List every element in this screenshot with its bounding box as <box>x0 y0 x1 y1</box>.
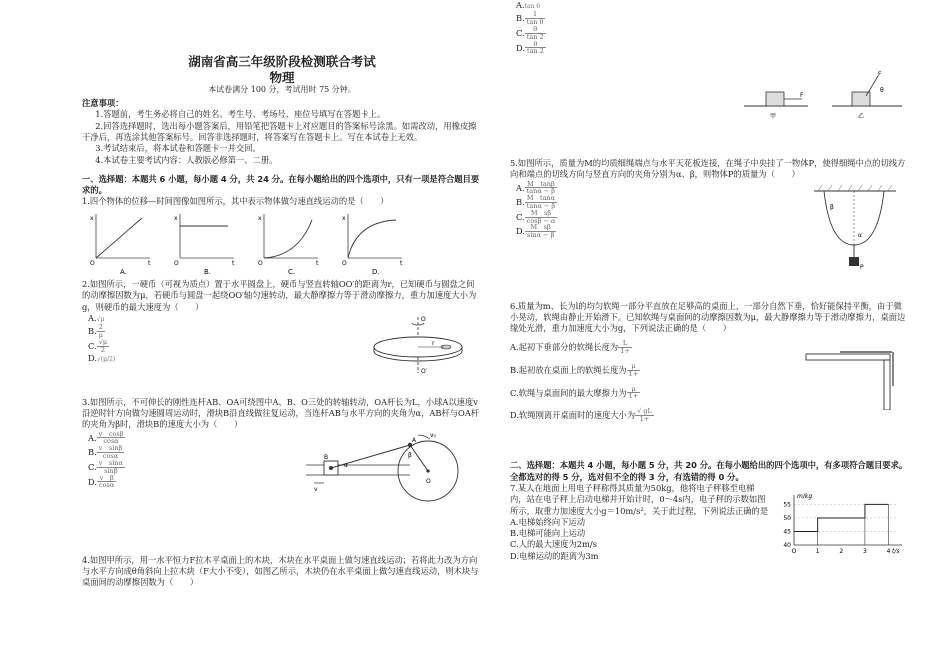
q2-figure <box>372 315 472 375</box>
q3-stem: 3.如图所示，不可伸长的刚性连杆AB、OA可绕图中A、B、O三处的转轴转动，OA杆长为L，小球A以速度v沿逆时针方向做匀速圆周运动时，滑块B沿直线做往复运动，当连杆AB与水平方向的夹角为α，AB杆与OA杆的夹角为β时，滑块B的速度大小为（ ） <box>82 396 480 430</box>
svg-text:r: r <box>432 339 435 347</box>
q7-chart <box>772 491 908 557</box>
graph-a-label: A. <box>120 267 127 276</box>
q7-block <box>510 483 910 562</box>
svg-text:O: O <box>90 259 95 267</box>
q6-opt-d: D.软绳刚离开桌面时的速度大小为 $\frac{√ gL}{1+}$ <box>510 407 652 424</box>
q4-opt-d: D. $\frac{\theta}{\tan 2}$ <box>516 39 544 56</box>
svg-text:x: x <box>342 214 346 222</box>
q4-figure <box>738 66 908 122</box>
q2-stem: 2.如图所示，一硬币（可视为质点）置于水平圆盘上，硬币与竖直转轴OO′的距离为r，已知硬币与圆盘之间的动摩擦因数为μ，若硬币与圆盘一起绕OO′轴匀速转动，最大静摩擦力等于滑动摩擦力，重力加速度大小为g，则硬币的最大速度为（ ） <box>82 278 477 312</box>
q4-opt-b: B. $\frac{1}{\text{tan θ}}$ <box>516 10 544 27</box>
q1-graphs <box>82 208 482 276</box>
q2-opt-b: B. $\frac{2}{\mu}$ <box>88 323 103 339</box>
q3-figure <box>300 431 478 505</box>
svg-text:O′: O′ <box>421 367 428 375</box>
graph-a-line <box>96 218 142 258</box>
y-tick-label: 55 <box>783 501 791 509</box>
notes-heading: 注意事项： <box>82 98 124 109</box>
svg-text:v₀: v₀ <box>430 431 436 439</box>
svg-text:β: β <box>408 451 412 459</box>
q5-block <box>510 181 910 301</box>
y-tick-label: 50 <box>783 514 791 522</box>
q6-stem: 6.质量为m、长为l的均匀软绳一部分平直放在足够高的桌面上，一部分自然下垂，恰好能保持平衡，由于微小晃动，软绳由静止开始滑下。已知软绳与桌面间的动摩擦因数为μ，最大静摩擦力等于滑动摩擦力，桌面边缘处光滑，重力加速度大小为g，下列说法正确的是（ ） <box>510 300 906 334</box>
note-2: 2.回答选择题时，选出每小题答案后，用铅笔把答题卡上对应题目的答案标号涂黑。如需改动，用橡皮擦干净后，再选涂其他答案标号。回答非选择题时，将答案写在答题卡上。写在本试卷上无效。 <box>82 120 477 142</box>
q2-opt-d: D.√(μ/2) <box>88 353 116 364</box>
q5-opt-a: A. $\frac{\text{M tanβ}}{\tan\alpha - \beta}$ <box>516 179 556 196</box>
graph-a <box>90 214 151 276</box>
svg-text:乙: 乙 <box>858 113 865 120</box>
x-tick-label: 2 <box>839 547 844 555</box>
table-top <box>806 354 890 360</box>
q6-opt-b: B.起初放在桌面上的软绳长度为 $\frac{\mu}{1+}$ <box>510 362 639 378</box>
q5-opt-d: D. $\frac{\text{M sβ}}{\sin\alpha - \beta}$ <box>516 223 555 240</box>
svg-text:F: F <box>800 92 804 99</box>
graph-d-curve <box>348 220 396 258</box>
exam-title: 湖南省高三年级阶段检测联合考试 <box>188 54 376 69</box>
svg-text:t: t <box>148 259 151 267</box>
y-tick-label: 40 <box>783 541 791 549</box>
note-4: 4.本试卷主要考试内容：人教版必修第一、二册。 <box>95 154 278 165</box>
svg-text:O: O <box>258 259 263 267</box>
q7-opt-a: A.电梯始终向下运动 <box>510 516 586 527</box>
svg-text:甲: 甲 <box>770 113 777 120</box>
q2-opt-c: C. $\frac{√\mu}{2}$ <box>88 337 108 354</box>
q5-stem: 5.如图所示，质量为M的均质细绳端点与水平天花板连接，在绳子中央挂了一物体P，使得细绳中点的切线方向和端点的切线方向与竖直方向的夹角分别为α、β，则物体P的质量为（ ） <box>510 158 906 180</box>
q4-opt-c: C. $\frac{\theta}{\tan 2}$ <box>516 24 544 41</box>
block-jia <box>766 92 784 106</box>
svg-text:O: O <box>426 477 431 485</box>
svg-text:β: β <box>830 203 834 211</box>
right-column <box>510 0 910 562</box>
q1-stem: 1.四个物体的位移—时间图像如图所示，其中表示物体做匀速直线运动的是（ ） <box>82 196 389 207</box>
note-3: 3.考试结束后，将本试卷和答题卡一并交回。 <box>95 143 261 154</box>
left-column <box>82 0 482 588</box>
object-p <box>849 257 859 266</box>
svg-text:P: P <box>860 263 864 271</box>
x-tick-label: 4 <box>886 547 891 555</box>
y-axis-label: m/kg <box>797 492 813 500</box>
svg-text:x: x <box>258 214 262 222</box>
svg-text:x: x <box>90 214 94 222</box>
x-tick-label: 1 <box>815 547 820 555</box>
svg-text:t: t <box>316 259 319 267</box>
svg-text:B: B <box>324 453 329 461</box>
graph-d <box>342 214 403 276</box>
q2-block <box>82 313 482 397</box>
q5-figure <box>810 181 900 277</box>
svg-text:t: t <box>400 259 403 267</box>
graph-d-label: D. <box>372 267 380 276</box>
svg-text:A: A <box>412 436 417 444</box>
x-axis-label: t/s <box>892 547 900 555</box>
graph-c <box>258 214 319 276</box>
q3-opt-c: C. $\frac{\text{v sinα}}{\sin\beta}$ <box>88 458 123 475</box>
svg-text:x: x <box>174 214 178 222</box>
graph-c-label: C. <box>288 267 296 276</box>
q7-opt-c: C.人的最大速度为2m/s <box>510 539 597 550</box>
svg-text:θ: θ <box>880 87 884 94</box>
svg-text:α: α <box>858 231 862 239</box>
q5-opt-b: B. $\frac{\text{M tanα}}{\tan\alpha - \beta}$ <box>516 194 556 210</box>
svg-text:O: O <box>174 259 179 267</box>
q6-opt-a: A.起初下垂部分的软绳长度为 $\frac{L}{1+}$ <box>510 339 630 356</box>
svg-text:O: O <box>421 315 426 323</box>
q4-opt-a: A.tan θ <box>516 0 541 10</box>
q5-opt-c: C. $\frac{\text{M sβ}}{\cos\beta - \alpha}$ <box>516 208 556 225</box>
svg-text:v: v <box>314 485 318 493</box>
section1-heading: 一、选择题：本题共 6 小题，每小题 4 分，共 24 分。在每小题给出的四个选项中，只有一项是符合题目要求的。 <box>82 173 480 196</box>
svg-text:O: O <box>342 259 347 267</box>
table-leg <box>884 360 890 410</box>
q4-options <box>510 0 910 120</box>
y-tick-label: 45 <box>783 528 791 536</box>
q7-opt-b: B.电梯可能向上运动 <box>510 528 586 539</box>
q3-opt-a: A. $\frac{\text{v cosβ}}{\cos\alpha}$ <box>88 429 124 446</box>
exam-subject: 物理 <box>269 69 295 85</box>
q6-opt-c: C.软绳与桌面间的最大摩擦力为 $\frac{\mu}{1+}$ <box>510 384 639 401</box>
q7-stem: 7.某人在地面上用电子秤称得其质量为50kg，他将电子秤移至电梯内，站在电子秤上启动电梯并开始计时，0～4s内，电子秤的示数如图所示，取重力加速度大小g＝10m/s²，关于此过程，下列说法正确的是 <box>510 482 769 516</box>
q3-opt-d: D. $\frac{\text{v β}}{\cos\alpha}$ <box>88 473 115 490</box>
q4-stem: 4.如图甲所示，用一水平恒力F拉木平桌面上的木块，木块在水平桌面上做匀速直线运动；若将此力改为方向与水平方向成θ角斜向上拉木块（F大小不变），如图乙所示，木块仍在水平桌面上做匀速直线运动，则木块与桌面间的动摩擦因数为（ ） <box>82 554 479 588</box>
q6-figure <box>800 346 904 410</box>
graph-c-curve <box>264 220 312 258</box>
q6-block <box>510 340 910 460</box>
section2-heading: 二、选择题：本题共 4 小题，每小题 5 分，共 20 分。在每小题给出的四个选项中，有多项符合题目要求。全都选对的得 5 分，选对但不全的得 3 分，有选错的得 0 分。 <box>510 460 908 482</box>
graph-b-label: B. <box>204 267 212 276</box>
exam-info: 本试卷满分 100 分，考试用时 75 分钟。 <box>208 85 356 95</box>
svg-text:α: α <box>344 461 348 469</box>
x-tick-label: O <box>791 547 797 555</box>
svg-text:F: F <box>878 71 882 78</box>
q2-opt-a: A.√μ <box>88 312 105 323</box>
velocity-arrow-icon <box>418 435 430 439</box>
graph-b <box>174 214 235 276</box>
note-1: 1.答题前，考生务必将自己的姓名、考生号、考场号、座位号填写在答题卡上。 <box>95 109 386 120</box>
q7-opt-d: D.电梯运动的距离为3m <box>510 550 599 561</box>
svg-text:t: t <box>232 259 235 267</box>
x-tick-label: 3 <box>862 547 867 555</box>
q3-opt-b: B. $\frac{\text{v sinβ}}{\cos\alpha}$ <box>88 444 123 461</box>
q3-block <box>82 431 482 555</box>
